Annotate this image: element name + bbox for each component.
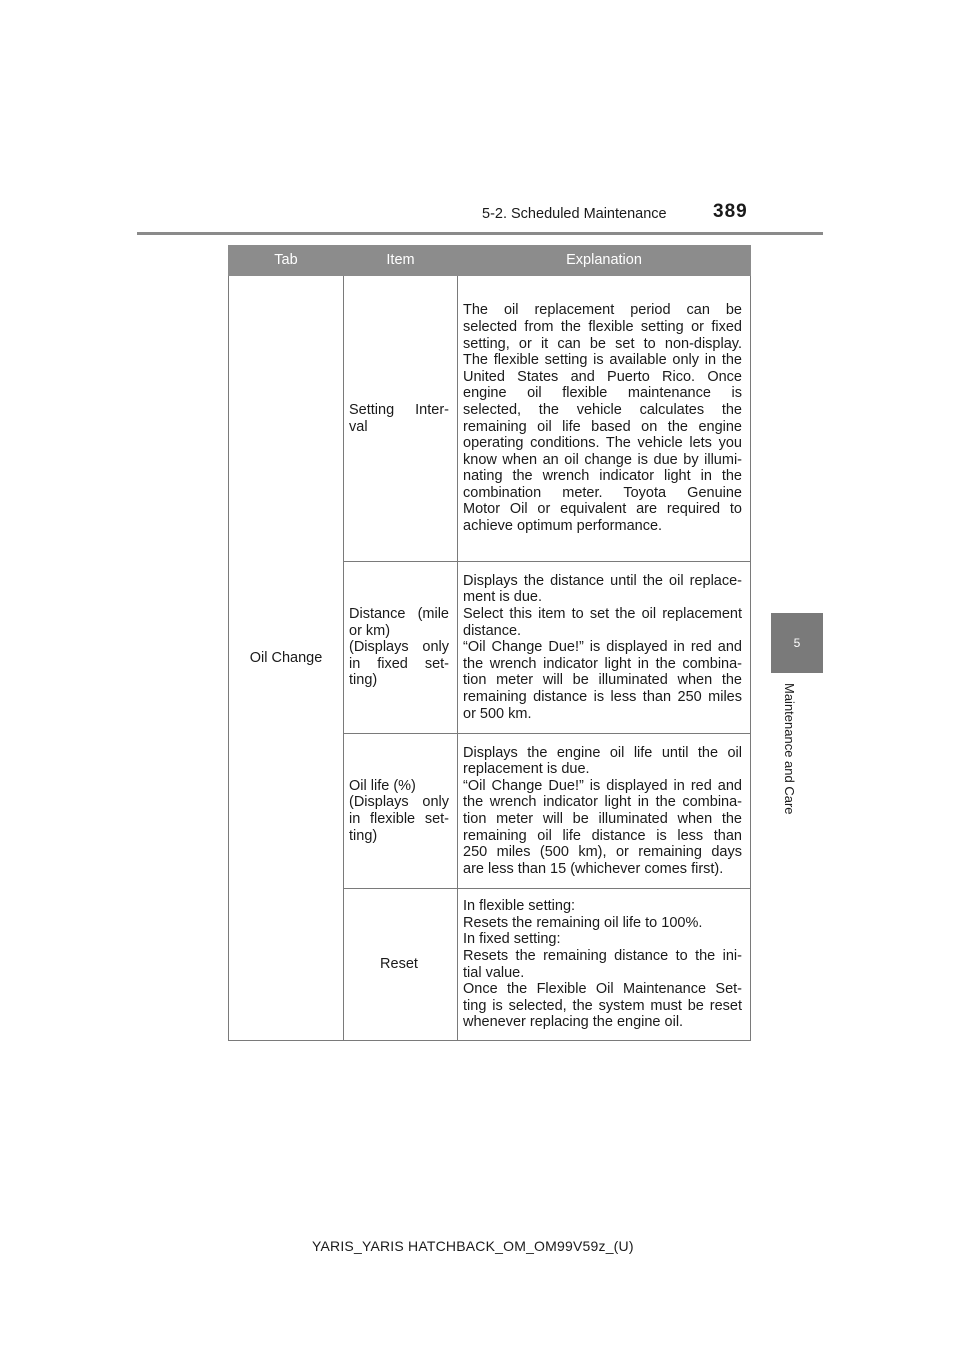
- explanation-cell: [458, 734, 751, 889]
- explanation-line: operating conditions. The vehicle lets you: [463, 435, 742, 452]
- document-code: YARIS_YARIS HATCHBACK_OM_OM99V59z_(U): [312, 1238, 634, 1254]
- explanation-line: In flexible setting:: [463, 898, 576, 915]
- explanation-line: the wrench indicator light in the combina-: [463, 655, 742, 672]
- item-line: Setting Inter-: [349, 401, 449, 418]
- item-cell: [344, 734, 458, 889]
- explanation-line: the wrench indicator light in the combina-: [463, 794, 742, 811]
- explanation-line: Displays the engine oil life until the oil: [463, 744, 742, 761]
- explanation-line: tion meter will be illuminated when the: [463, 672, 742, 689]
- item-line: ting): [349, 672, 378, 689]
- explanation-line: The oil replacement period can be: [463, 302, 742, 319]
- explanation-line: remaining distance is less than 250 miles: [463, 688, 742, 705]
- explanation-line: In fixed setting:: [463, 931, 561, 948]
- explanation-line: Once the Flexible Oil Maintenance Set-: [463, 981, 742, 998]
- explanation-line: tion meter will be illuminated when the: [463, 811, 742, 827]
- explanation-line: whenever replacing the engine oil.: [463, 1014, 684, 1031]
- explanation-line: achieve optimum performance.: [463, 518, 663, 535]
- explanation-line: Displays the distance until the oil replace-: [463, 572, 742, 589]
- explanation-line: distance.: [463, 622, 522, 639]
- explanation-line: setting, or it can be set to non-display.: [463, 335, 742, 352]
- item-line: (Displays only: [349, 639, 449, 656]
- explanation-line: Select this item to set the oil replacement: [463, 606, 742, 623]
- item-line: Distance (mile: [349, 606, 449, 623]
- explanation-line: Resets the remaining oil life to 100%.: [463, 914, 703, 931]
- explanation-line: 250 miles (500 km), or remaining days: [463, 844, 742, 861]
- explanation-line: “Oil Change Due!” is displayed in red and: [463, 777, 742, 794]
- explanation-line: Motor Oil or equivalent are required to: [463, 501, 742, 518]
- explanation-line: know when an oil change is due by illumi-: [463, 451, 742, 468]
- explanation-line: tial value.: [463, 964, 525, 981]
- explanation-line: engine oil flexible maintenance is: [463, 385, 742, 402]
- explanation-line: combination meter. Toyota Genuine: [463, 484, 742, 501]
- item-line: ting): [349, 827, 378, 844]
- table-header-row: [229, 246, 751, 276]
- item-line: Reset: [380, 956, 418, 973]
- explanation-line: remaining oil life based on the engine: [463, 418, 742, 435]
- chapter-label: Maintenance and Care: [782, 683, 797, 815]
- explanation-line: “Oil Change Due!” is displayed in red and: [463, 639, 742, 656]
- explanation-line: selected, the vehicle calculates the: [463, 401, 742, 418]
- item-line: in flexible set-: [349, 811, 449, 827]
- item-line: val: [349, 418, 368, 435]
- tab-cell-oil-change: Oil Change: [229, 276, 344, 1041]
- item-line: in fixed set-: [349, 655, 449, 672]
- explanation-line: ment is due.: [463, 589, 542, 606]
- explanation-cell: [458, 276, 751, 562]
- explanation-line: Resets the remaining distance to the ini-: [463, 947, 742, 964]
- explanation-line: replacement is due.: [463, 761, 590, 778]
- item-line: (Displays only: [349, 794, 449, 811]
- section-title: 5-2. Scheduled Maintenance: [482, 206, 667, 222]
- header-rule: [137, 232, 823, 235]
- explanation-line: selected from the flexible setting or fixed: [463, 318, 742, 335]
- item-cell: [344, 562, 458, 734]
- column-header-tab: Tab: [229, 246, 344, 276]
- item-line: Oil life (%): [349, 777, 416, 794]
- explanation-line: ting is selected, the system must be reset: [463, 997, 742, 1014]
- maintenance-settings-table: [228, 245, 751, 1041]
- item-line: or km): [349, 622, 391, 639]
- page-number: 389: [713, 201, 748, 222]
- explanation-cell: [458, 889, 751, 1041]
- chapter-number: 5: [793, 636, 801, 650]
- explanation-line: remaining oil life distance is less than: [463, 827, 742, 844]
- chapter-tab[interactable]: [771, 613, 823, 673]
- item-cell: [344, 889, 458, 1041]
- column-header-item: Item: [344, 246, 458, 276]
- item-cell: [344, 276, 458, 562]
- explanation-line: or 500 km.: [463, 705, 532, 722]
- explanation-cell: [458, 562, 751, 734]
- explanation-line: are less than 15 (whichever comes first).: [463, 860, 724, 877]
- explanation-line: The flexible setting is available only in the: [463, 352, 742, 369]
- explanation-line: nating the wrench indicator light in the: [463, 468, 742, 485]
- column-header-explanation: Explanation: [458, 246, 751, 276]
- explanation-line: United States and Puerto Rico. Once: [463, 368, 742, 385]
- table-row: [229, 276, 751, 562]
